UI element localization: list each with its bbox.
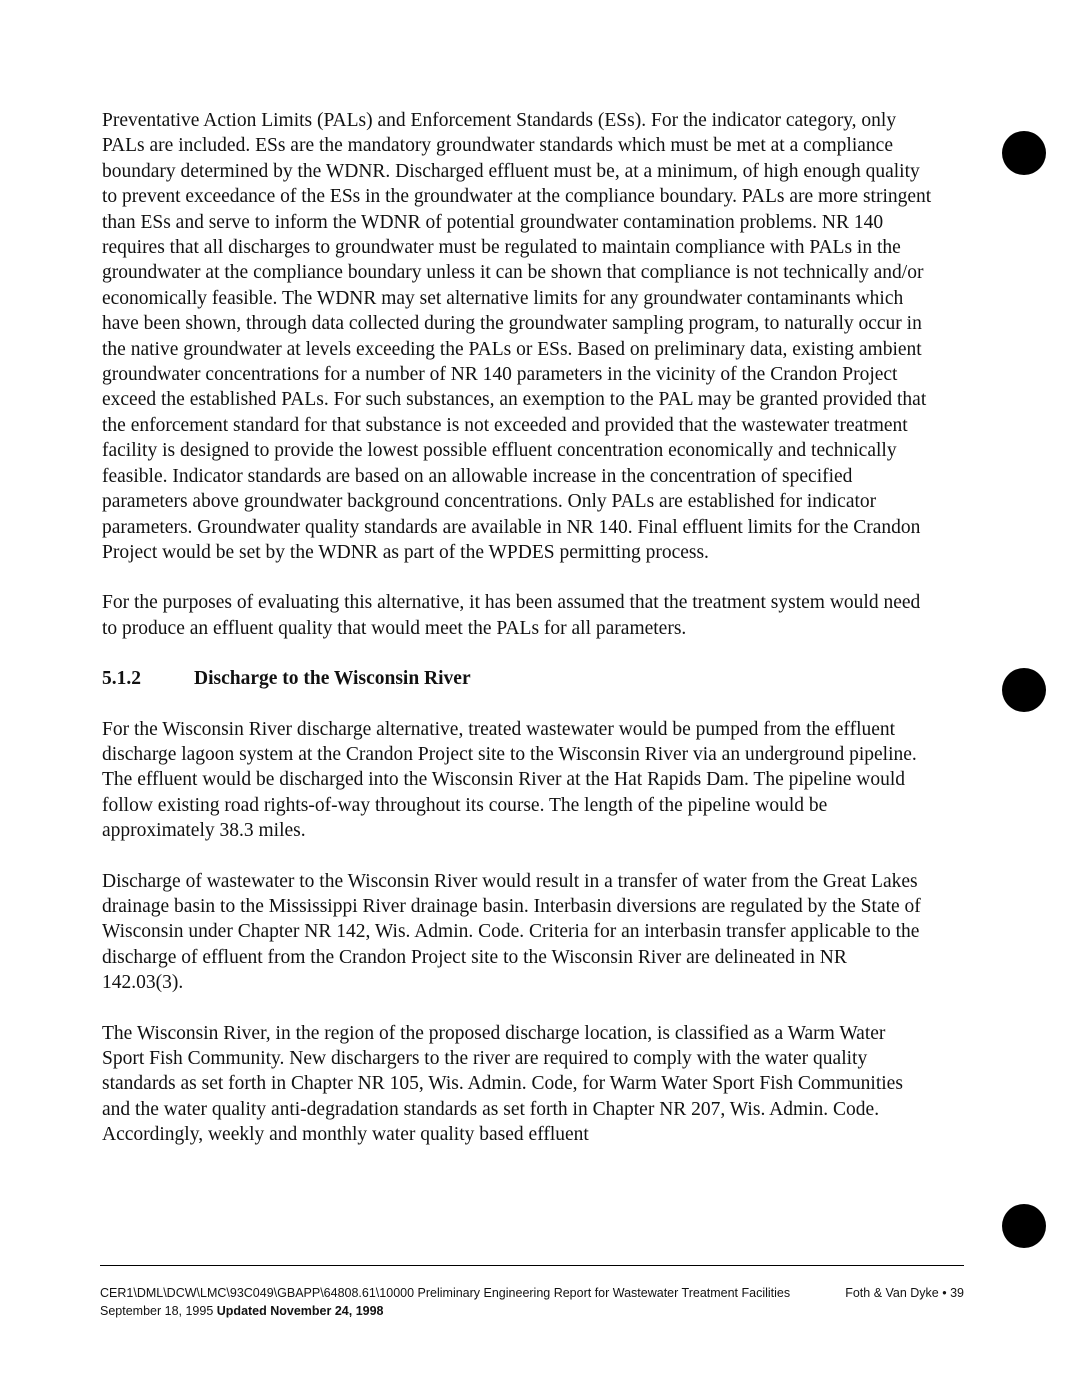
punch-hole-bottom bbox=[1002, 1204, 1046, 1248]
section-heading bbox=[102, 666, 932, 691]
paragraph-pals-standards: Preventative Action Limits (PALs) and Enforcement Standards (ESs). For the indicator category, only PALs are included. ESs are the mandatory groundwater standards which must be met at a compliance boundary determined by the WDNR. Discharged effluent must be, at a minimum, of high enough quality to prevent exceedance of the ESs in the groundwater at the compliance boundary. PALs are more stringent than ESs and serve to inform the WDNR of potential groundwater contamination problems. NR 140 requires that all discharges to groundwater must be regulated to maintain compliance with PALs in the groundwater at the compliance boundary unless it can be shown that compliance is not technically and/or economically feasible. The WDNR may set alternative limits for any groundwater contaminants which have been shown, through data collected during the groundwater sampling program, to naturally occur in the native groundwater at levels exceeding the PALs or ESs. Based on preliminary data, existing ambient groundwater concentrations for a number of NR 140 parameters in the vicinity of the Crandon Project exceed the established PALs. For such substances, an exemption to the PAL may be granted provided that the enforcement standard for that substance is not exceeded and provided that the wastewater treatment facility is designed to provide the lowest possible effluent concentration economically and technically feasible. Indicator standards are based on an allowable increase in the concentration of specified parameters above groundwater background concentrations. Only PALs are established for indicator parameters. Groundwater quality standards are available in NR 140. Final effluent limits for the Crandon Project would be set by the WDNR as part of the WPDES permitting process. bbox=[102, 110, 932, 563]
paragraph-evaluation-assumption: For the purposes of evaluating this alternative, it has been assumed that the treatment system would need to produce an effluent quality that would meet the PALs for all parameters. bbox=[102, 592, 921, 639]
footer-company-page: Foth & Van Dyke • 39 bbox=[845, 1286, 964, 1300]
paragraph-water-classification: The Wisconsin River, in the region of the proposed discharge location, is classified as a Warm Water Sport Fish Community. New dischargers to the river are required to comply with the water quality standards as set forth in Chapter NR 105, Wis. Admin. Code, for Warm Water Sport Fish Communities and the water quality anti-degradation standards as set forth in Chapter NR 207, Wis. Admin. Code. Accordingly, weekly and monthly water quality based effluent bbox=[102, 1022, 903, 1146]
section-title: Discharge to the Wisconsin River bbox=[194, 668, 471, 690]
page-footer bbox=[100, 1284, 980, 1320]
punch-hole-top bbox=[1002, 131, 1046, 175]
section-number: 5.1.2 bbox=[102, 668, 141, 690]
paragraph-interbasin-transfer: Discharge of wastewater to the Wisconsin River would result in a transfer of water from the Great Lakes drainage basin to the Mississippi River drainage basin. Interbasin diversions are regulated by the State of Wisconsin under Chapter NR 142, Wis. Admin. Code. Criteria for an interbasin transfer applicable to the discharge of effluent from the Crandon Project site to the Wisconsin River are delineated in NR 142.03(3). bbox=[102, 870, 921, 994]
footer-report-title: Preliminary Engineering Report for Wastewater Treatment Facilities bbox=[417, 1286, 791, 1300]
punch-hole-middle bbox=[1002, 668, 1046, 712]
footer-file-path: CER1\DML\DCW\LMC\93C049\GBAPP\64808.61\10000 bbox=[100, 1286, 415, 1300]
footer-date: September 18, 1995 bbox=[100, 1304, 214, 1318]
paragraph-river-discharge: For the Wisconsin River discharge alternative, treated wastewater would be pumped from the effluent discharge lagoon system at the Crandon Project site to the Wisconsin River via an underground pipeline. The effluent would be discharged into the Wisconsin River at the Hat Rapids Dam. The pipeline would follow existing road rights-of-way throughout its course. The length of the pipeline would be approximately 38.3 miles. bbox=[102, 718, 917, 842]
footer-updated: Updated November 24, 1998 bbox=[216, 1304, 384, 1318]
footer-divider bbox=[100, 1265, 964, 1266]
document-body bbox=[102, 108, 932, 1148]
